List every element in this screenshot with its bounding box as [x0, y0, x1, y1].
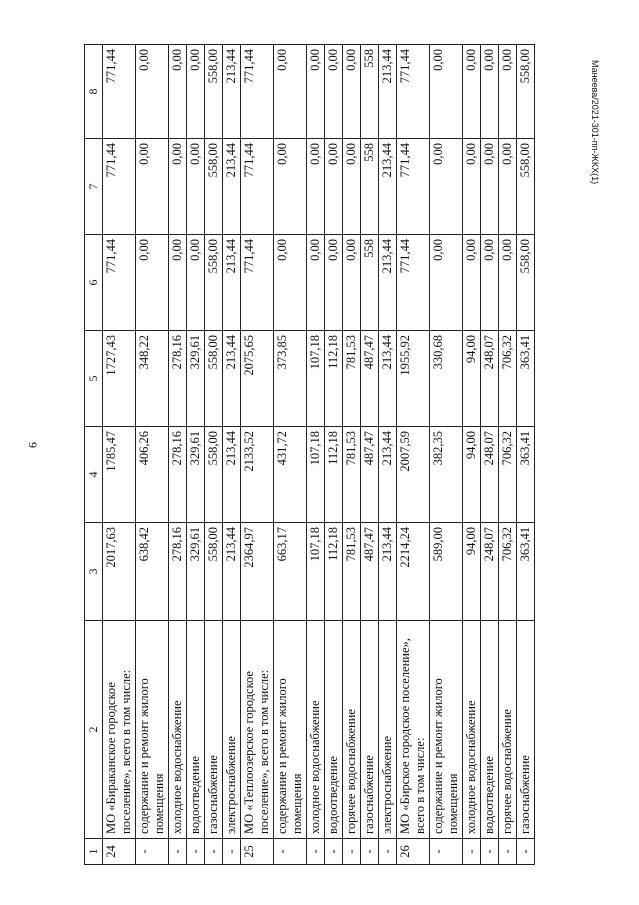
- row-number-cell: -: [343, 839, 361, 865]
- table-row: [361, 45, 379, 865]
- value-cell: 0,00: [307, 235, 325, 331]
- value-cell: 1727,43: [103, 331, 136, 427]
- value-cell: 213,44: [379, 235, 397, 331]
- value-cell: 0,00: [169, 139, 187, 235]
- header-cell: 1: [85, 839, 103, 865]
- value-cell: 2364,97: [241, 523, 274, 621]
- row-name-cell: холодное водоснабжение: [307, 621, 325, 839]
- value-cell: 213,44: [223, 427, 241, 523]
- value-cell: 382,35: [430, 427, 463, 523]
- header-cell: 6: [85, 235, 103, 331]
- value-cell: 0,00: [430, 235, 463, 331]
- value-cell: 0,00: [307, 139, 325, 235]
- value-cell: 771,44: [241, 139, 274, 235]
- value-cell: 107,18: [307, 523, 325, 621]
- value-cell: 2214,24: [397, 523, 430, 621]
- row-number-cell: -: [325, 839, 343, 865]
- header-cell: 8: [85, 45, 103, 139]
- row-number-cell: -: [307, 839, 325, 865]
- value-cell: 706,32: [499, 427, 517, 523]
- value-cell: 0,00: [136, 235, 169, 331]
- value-cell: 0,00: [169, 235, 187, 331]
- table-row: [499, 45, 517, 865]
- table-row: [481, 45, 499, 865]
- table-row: [325, 45, 343, 865]
- value-cell: 213,44: [223, 523, 241, 621]
- table-row: [223, 45, 241, 865]
- row-number-cell: -: [205, 839, 223, 865]
- value-cell: 112,18: [325, 331, 343, 427]
- value-cell: 248,07: [481, 331, 499, 427]
- value-cell: 558,00: [205, 139, 223, 235]
- table-row: [379, 45, 397, 865]
- row-number-cell: -: [169, 839, 187, 865]
- row-name-cell: содержание и ремонт жилого помещения: [274, 621, 307, 839]
- table-row: [430, 45, 463, 865]
- value-cell: 558,00: [205, 45, 223, 139]
- value-cell: 781,53: [343, 427, 361, 523]
- value-cell: 771,44: [103, 235, 136, 331]
- row-number-cell: 26: [397, 839, 430, 865]
- value-cell: 771,44: [241, 45, 274, 139]
- value-cell: 706,32: [499, 331, 517, 427]
- value-cell: 771,44: [103, 45, 136, 139]
- row-number-cell: -: [379, 839, 397, 865]
- value-cell: 0,00: [481, 45, 499, 139]
- value-cell: 2075,65: [241, 331, 274, 427]
- row-name-cell: горячее водоснабжение: [499, 621, 517, 839]
- value-cell: 363,41: [517, 523, 535, 621]
- table-row: [187, 45, 205, 865]
- value-cell: 94,00: [463, 523, 481, 621]
- value-cell: 558,00: [205, 523, 223, 621]
- value-cell: 771,44: [241, 235, 274, 331]
- row-name-cell: газоснабжение: [517, 621, 535, 839]
- value-cell: 487,47: [361, 523, 379, 621]
- row-name-cell: водоотведение: [481, 621, 499, 839]
- row-name-cell: горячее водоснабжение: [343, 621, 361, 839]
- row-name-cell: МО «Теплоозерское городское поселение», всего в том числе:: [241, 621, 274, 839]
- row-name-cell: электроснабжение: [379, 621, 397, 839]
- document-reference-note: Манеева/2021-301-пп-ЖКХ(1): [590, 60, 600, 185]
- value-cell: 363,41: [517, 331, 535, 427]
- value-cell: 771,44: [397, 139, 430, 235]
- value-cell: 330,68: [430, 331, 463, 427]
- value-cell: 0,00: [430, 139, 463, 235]
- value-cell: 107,18: [307, 331, 325, 427]
- value-cell: 781,53: [343, 331, 361, 427]
- value-cell: 0,00: [499, 235, 517, 331]
- value-cell: 589,00: [430, 523, 463, 621]
- value-cell: 2007,59: [397, 427, 430, 523]
- row-number-cell: 24: [103, 839, 136, 865]
- value-cell: 348,22: [136, 331, 169, 427]
- value-cell: 771,44: [397, 235, 430, 331]
- value-cell: 213,44: [223, 45, 241, 139]
- value-cell: 0,00: [463, 235, 481, 331]
- value-cell: 0,00: [325, 235, 343, 331]
- value-cell: 248,07: [481, 427, 499, 523]
- table-row: [397, 45, 430, 865]
- row-name-cell: водоотведение: [187, 621, 205, 839]
- header-cell: 4: [85, 427, 103, 523]
- value-cell: 487,47: [361, 331, 379, 427]
- value-cell: 558,00: [205, 331, 223, 427]
- value-cell: 781,53: [343, 523, 361, 621]
- value-cell: 0,00: [274, 235, 307, 331]
- value-cell: 771,44: [103, 139, 136, 235]
- value-cell: 0,00: [463, 45, 481, 139]
- table-row: [307, 45, 325, 865]
- value-cell: 112,18: [325, 427, 343, 523]
- value-cell: 0,00: [169, 45, 187, 139]
- row-name-cell: электроснабжение: [223, 621, 241, 839]
- value-cell: 558,00: [517, 45, 535, 139]
- value-cell: 0,00: [187, 235, 205, 331]
- row-name-cell: содержание и ремонт жилого помещения: [136, 621, 169, 839]
- value-cell: 431,72: [274, 427, 307, 523]
- value-cell: 213,44: [379, 45, 397, 139]
- value-cell: 0,00: [136, 139, 169, 235]
- value-cell: 558,00: [205, 235, 223, 331]
- table-row: [343, 45, 361, 865]
- value-cell: 213,44: [379, 139, 397, 235]
- value-cell: 0,00: [499, 45, 517, 139]
- row-number-cell: -: [136, 839, 169, 865]
- value-cell: 0,00: [430, 45, 463, 139]
- value-cell: 0,00: [463, 139, 481, 235]
- row-number-cell: -: [223, 839, 241, 865]
- value-cell: 213,44: [379, 331, 397, 427]
- table-row: [517, 45, 535, 865]
- value-cell: 329,61: [187, 427, 205, 523]
- value-cell: 213,44: [223, 331, 241, 427]
- value-cell: 638,42: [136, 523, 169, 621]
- value-cell: 2017,63: [103, 523, 136, 621]
- value-cell: 0,00: [343, 139, 361, 235]
- row-number-cell: -: [463, 839, 481, 865]
- value-cell: 1785,47: [103, 427, 136, 523]
- value-cell: 0,00: [499, 139, 517, 235]
- value-cell: 1955,92: [397, 331, 430, 427]
- value-cell: 278,16: [169, 427, 187, 523]
- row-name-cell: МО «Бираканское городское поселение», всего в том числе:: [103, 621, 136, 839]
- row-number-cell: 25: [241, 839, 274, 865]
- value-cell: 0,00: [274, 139, 307, 235]
- value-cell: 0,00: [325, 139, 343, 235]
- value-cell: 2133,52: [241, 427, 274, 523]
- row-name-cell: холодное водоснабжение: [463, 621, 481, 839]
- value-cell: 363,41: [517, 427, 535, 523]
- value-cell: 0,00: [481, 235, 499, 331]
- table-header-row: [85, 45, 103, 865]
- rotated-table-container: [84, 45, 564, 865]
- value-cell: 0,00: [274, 45, 307, 139]
- table-row: [136, 45, 169, 865]
- value-cell: 0,00: [187, 45, 205, 139]
- value-cell: 558,00: [517, 235, 535, 331]
- value-cell: 94,00: [463, 331, 481, 427]
- value-cell: 771,44: [397, 45, 430, 139]
- value-cell: 558,00: [517, 139, 535, 235]
- table-row: [169, 45, 187, 865]
- value-cell: 558,00: [205, 427, 223, 523]
- table-row: [463, 45, 481, 865]
- table-row: [274, 45, 307, 865]
- tariff-table: [84, 44, 535, 865]
- value-cell: 94,00: [463, 427, 481, 523]
- row-name-cell: содержание и ремонт жилого помещения: [430, 621, 463, 839]
- value-cell: 278,16: [169, 523, 187, 621]
- value-cell: 558: [361, 235, 379, 331]
- value-cell: 373,85: [274, 331, 307, 427]
- value-cell: 0,00: [343, 235, 361, 331]
- value-cell: 248,07: [481, 523, 499, 621]
- row-number-cell: -: [274, 839, 307, 865]
- row-number-cell: -: [430, 839, 463, 865]
- value-cell: 406,26: [136, 427, 169, 523]
- header-cell: 7: [85, 139, 103, 235]
- value-cell: 278,16: [169, 331, 187, 427]
- value-cell: 706,32: [499, 523, 517, 621]
- row-number-cell: -: [517, 839, 535, 865]
- header-cell: 2: [85, 621, 103, 839]
- value-cell: 0,00: [136, 45, 169, 139]
- row-name-cell: газоснабжение: [205, 621, 223, 839]
- value-cell: 487,47: [361, 427, 379, 523]
- value-cell: 0,00: [481, 139, 499, 235]
- row-number-cell: -: [187, 839, 205, 865]
- value-cell: 329,61: [187, 331, 205, 427]
- value-cell: 0,00: [187, 139, 205, 235]
- row-number-cell: -: [481, 839, 499, 865]
- value-cell: 112,18: [325, 523, 343, 621]
- value-cell: 107,18: [307, 427, 325, 523]
- value-cell: 329,61: [187, 523, 205, 621]
- value-cell: 0,00: [325, 45, 343, 139]
- row-name-cell: газоснабжение: [361, 621, 379, 839]
- value-cell: 0,00: [343, 45, 361, 139]
- value-cell: 558: [361, 45, 379, 139]
- table-row: [103, 45, 136, 865]
- value-cell: 213,44: [379, 523, 397, 621]
- row-number-cell: -: [499, 839, 517, 865]
- value-cell: 213,44: [379, 427, 397, 523]
- row-name-cell: водоотведение: [325, 621, 343, 839]
- page-number: 9: [26, 442, 40, 448]
- value-cell: 558: [361, 139, 379, 235]
- row-name-cell: МО «Бирское городское поселение», всего в том числе:: [397, 621, 430, 839]
- row-name-cell: холодное водоснабжение: [169, 621, 187, 839]
- table-row: [205, 45, 223, 865]
- header-cell: 3: [85, 523, 103, 621]
- row-number-cell: -: [361, 839, 379, 865]
- value-cell: 213,44: [223, 139, 241, 235]
- table-row: [241, 45, 274, 865]
- value-cell: 213,44: [223, 235, 241, 331]
- header-cell: 5: [85, 331, 103, 427]
- value-cell: 0,00: [307, 45, 325, 139]
- value-cell: 663,17: [274, 523, 307, 621]
